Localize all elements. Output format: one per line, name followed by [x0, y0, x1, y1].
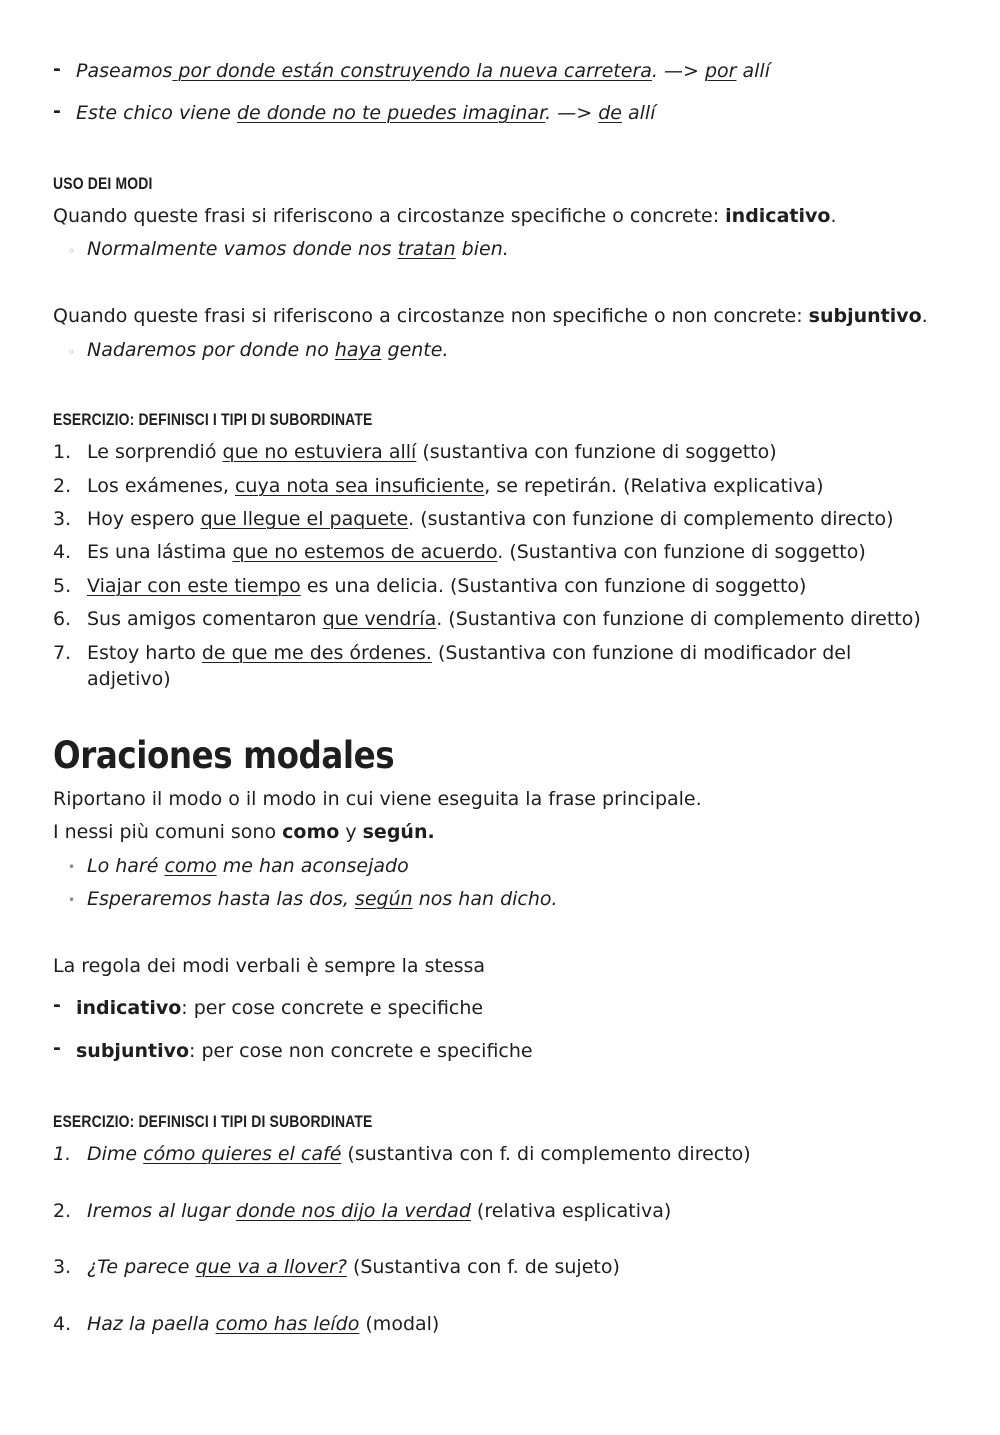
list-item: Le sorprendió que no estuviera allí (sustantiva con funzione di soggetto) [87, 441, 777, 463]
list-item: Viajar con este tiempo es una delicia. (Sustantiva con funzione di soggetto) [87, 575, 807, 597]
list-number: 4. [53, 1313, 72, 1335]
list-item-continuation: adjetivo) [87, 668, 171, 690]
dot-bullet: • [68, 893, 76, 907]
list-item: Hoy espero que llegue el paquete. (sustantiva con funzione di complemento directo) [87, 508, 894, 530]
example-line: Nadaremos por donde no haya gente. [87, 339, 449, 361]
rule-line: subjuntivo: per cose non concrete e specifiche [76, 1040, 533, 1062]
list-number: 7. [53, 642, 72, 664]
list-number: 3. [53, 1256, 72, 1278]
list-item: ¿Te parece que va a llover? (Sustantiva con f. de sujeto) [87, 1256, 620, 1278]
page-title: Oraciones modales [53, 734, 395, 777]
list-number: 5. [53, 575, 72, 597]
list-item: Iremos al lugar donde nos dijo la verdad (relativa esplicativa) [87, 1200, 672, 1222]
list-number: 2. [53, 1200, 72, 1222]
list-number: 2. [53, 475, 72, 497]
list-item: Sus amigos comentaron que vendría. (Sustantiva con funzione di complemento diretto) [87, 608, 921, 630]
section-heading: ESERCIZIO: DEFINISCI I TIPI DI SUBORDINATE [53, 410, 373, 429]
dash-bullet: - [53, 100, 61, 122]
dash-bullet: - [53, 58, 61, 80]
example-line: Este chico viene de donde no te puedes imaginar. —> de allí [76, 102, 656, 124]
list-item: Es una lástima que no estemos de acuerdo. (Sustantiva con funzione di soggetto) [87, 541, 866, 563]
dash-bullet: - [53, 994, 61, 1016]
dot-bullet: • [68, 860, 76, 874]
list-item: Estoy harto de que me des órdenes. (Sustantiva con funzione di modificador del [87, 642, 852, 664]
paragraph: Quando queste frasi si riferiscono a circostanze non specifiche o non concrete: subjuntivo. [53, 305, 928, 327]
example-line: Esperaremos hasta las dos, según nos han dicho. [87, 888, 558, 910]
example-line: Normalmente vamos donde nos tratan bien. [87, 238, 509, 260]
list-number: 3. [53, 508, 72, 530]
paragraph: Riportano il modo o il modo in cui viene eseguita la frase principale. [53, 788, 702, 810]
paragraph: I nessi più comuni sono como y según. [53, 821, 435, 843]
dash-bullet: - [53, 1037, 61, 1059]
list-number: 4. [53, 541, 72, 563]
list-number: 6. [53, 608, 72, 630]
list-item: Los exámenes, cuya nota sea insuficiente, se repetirán. (Relativa explicativa) [87, 475, 824, 497]
list-item: Dime cómo quieres el café (sustantiva con f. di complemento directo) [87, 1143, 751, 1165]
section-heading: USO DEI MODI [53, 174, 153, 193]
circle-bullet: ◦ [68, 244, 76, 258]
example-line: Lo haré como me han aconsejado [87, 855, 409, 877]
section-heading: ESERCIZIO: DEFINISCI I TIPI DI SUBORDINATE [53, 1112, 373, 1131]
list-number: 1. [53, 1143, 72, 1165]
rule-line: indicativo: per cose concrete e specifiche [76, 997, 484, 1019]
circle-bullet: ◦ [68, 345, 76, 359]
paragraph: Quando queste frasi si riferiscono a circostanze specifiche o concrete: indicativo. [53, 205, 837, 227]
example-line: Paseamos por donde están construyendo la nueva carretera. —> por allí [76, 60, 770, 82]
list-item: Haz la paella como has leído (modal) [87, 1313, 440, 1335]
list-number: 1. [53, 441, 72, 463]
paragraph: La regola dei modi verbali è sempre la stessa [53, 955, 486, 977]
